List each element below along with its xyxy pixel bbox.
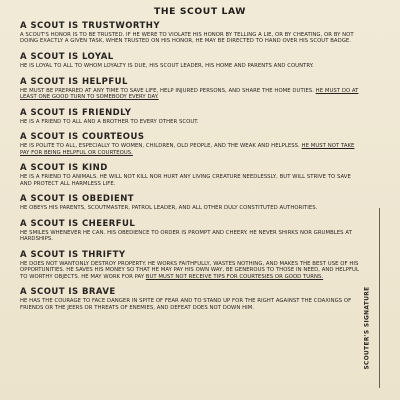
law-title: A SCOUT IS TRUSTWORTHY xyxy=(20,21,160,31)
law-text xyxy=(20,88,360,101)
law-text xyxy=(20,230,360,243)
law-title: A SCOUT IS BRAVE xyxy=(20,287,116,298)
law-courteous xyxy=(20,132,360,156)
page-title: THE SCOUT LAW xyxy=(153,6,246,17)
law-underlined-text: HE MUST NOT TAKE PAY FOR BEING HELPFUL OR COURTEOUS. xyxy=(20,143,355,156)
law-body: HE OBEYS HIS PARENTS, SCOUTMASTER, PATROL LEADER, AND ALL OTHER DULY CONSTITUTED AUTHORITIES. xyxy=(20,205,318,212)
law-title: A SCOUT IS LOYAL xyxy=(20,52,114,62)
law-title: A SCOUT IS FRIENDLY xyxy=(20,107,132,118)
law-cheerful xyxy=(20,219,360,243)
law-title: A SCOUT IS OBEDIENT xyxy=(20,194,135,205)
law-obedient xyxy=(20,194,360,211)
law-text xyxy=(20,119,360,125)
law-title: A SCOUT IS KIND xyxy=(20,163,108,174)
law-text xyxy=(20,63,360,69)
law-body: HE IS POLITE TO ALL, ESPECIALLY TO WOMEN, CHILDREN, OLD PEOPLE, AND THE WEAK AND HELPLESS. xyxy=(20,143,300,150)
law-body: HE IS LOYAL TO ALL TO WHOM LOYALTY IS DUE, HIS SCOUT LEADER, HIS HOME AND PARENTS AND COUNTRY. xyxy=(20,63,314,69)
law-loyal xyxy=(20,52,360,69)
law-friendly xyxy=(20,108,360,125)
law-thrifty xyxy=(20,250,360,280)
law-text xyxy=(20,174,360,187)
law-underlined-text: BUT MUST NOT RECEIVE TIPS FOR COURTESIES OR GOOD TURNS. xyxy=(145,273,324,280)
law-body: HE MUST BE PREPARED AT ANY TIME TO SAVE LIFE, HELP INJURED PERSONS, AND SHARE THE HOME DUTIES. xyxy=(20,87,314,94)
law-body: HE HAS THE COURAGE TO FACE DANGER IN SPITE OF FEAR AND TO STAND UP FOR THE RIGHT AGAINST THE COAXINGS OF FRIENDS OR THE JEERS OR THREATS OF ENEMIES, AND DEFEAT DOES NOT DOWN HIM. xyxy=(20,298,352,311)
law-helpful xyxy=(20,77,360,101)
law-body: HE IS A FRIEND TO ANIMALS. HE WILL NOT KILL NOR HURT ANY LIVING CREATURE NEEDLESSLY, BUT WILL STRIVE TO SAVE AND PROTECT ALL HARMLESS LIFE. xyxy=(20,174,351,187)
law-body: HE IS A FRIEND TO ALL AND A BROTHER TO EVERY OTHER SCOUT. xyxy=(20,118,199,125)
scout-law-list xyxy=(20,21,360,311)
law-body: HE SMILES WHENEVER HE CAN. HIS OBEDIENCE TO ORDER IS PROMPT AND CHEERY. HE NEVER SHIRKS NOR GRUMBLES AT HARDSHIPS. xyxy=(20,229,352,243)
law-kind xyxy=(20,163,360,187)
law-text xyxy=(20,143,360,156)
signature-label-box xyxy=(360,268,376,388)
law-title: A SCOUT IS HELPFUL xyxy=(20,76,128,87)
signature-label: SCOUTER'S SIGNATURE xyxy=(365,286,372,370)
law-trustworthy xyxy=(20,21,360,45)
law-text xyxy=(20,32,360,45)
law-title: A SCOUT IS COURTEOUS xyxy=(20,132,145,143)
law-brave xyxy=(20,287,360,311)
law-text xyxy=(20,205,360,211)
law-underlined-text: HE MUST DO AT LEAST ONE GOOD TURN TO SOMEBODY EVERY DAY. xyxy=(20,87,359,100)
law-title: A SCOUT IS THRIFTY xyxy=(20,249,126,260)
law-body: HE DOES NOT WANTONLY DESTROY PROPERTY. HE WORKS FAITHFULLY, WASTES NOTHING, AND MAKES THE BEST USE OF HIS OPPORTUNITIES. HE SAVES HIS MONEY SO THAT HE MAY PAY HIS OWN WAY, BE GENEROUS TO THOSE IN NEED, AND HELPFUL TO WORTHY OBJECTS. HE MAY WORK FOR PAY xyxy=(20,260,359,280)
law-text xyxy=(20,298,360,311)
law-text xyxy=(20,261,360,280)
law-body: A SCOUT'S HONOR IS TO BE TRUSTED. IF HE WERE TO VIOLATE HIS HONOR BY TELLING A LIE, OR BY CHEATING, OR BY NOT DOING EXACTLY A GIVEN TASK, WHEN TRUSTED ON HIS HONOR, HE MAY BE DIRECTED TO HAND OVER HIS SCOUT BADGE. xyxy=(20,32,354,45)
signature-line[interactable] xyxy=(379,208,380,388)
law-title: A SCOUT IS CHEERFUL xyxy=(20,218,136,229)
